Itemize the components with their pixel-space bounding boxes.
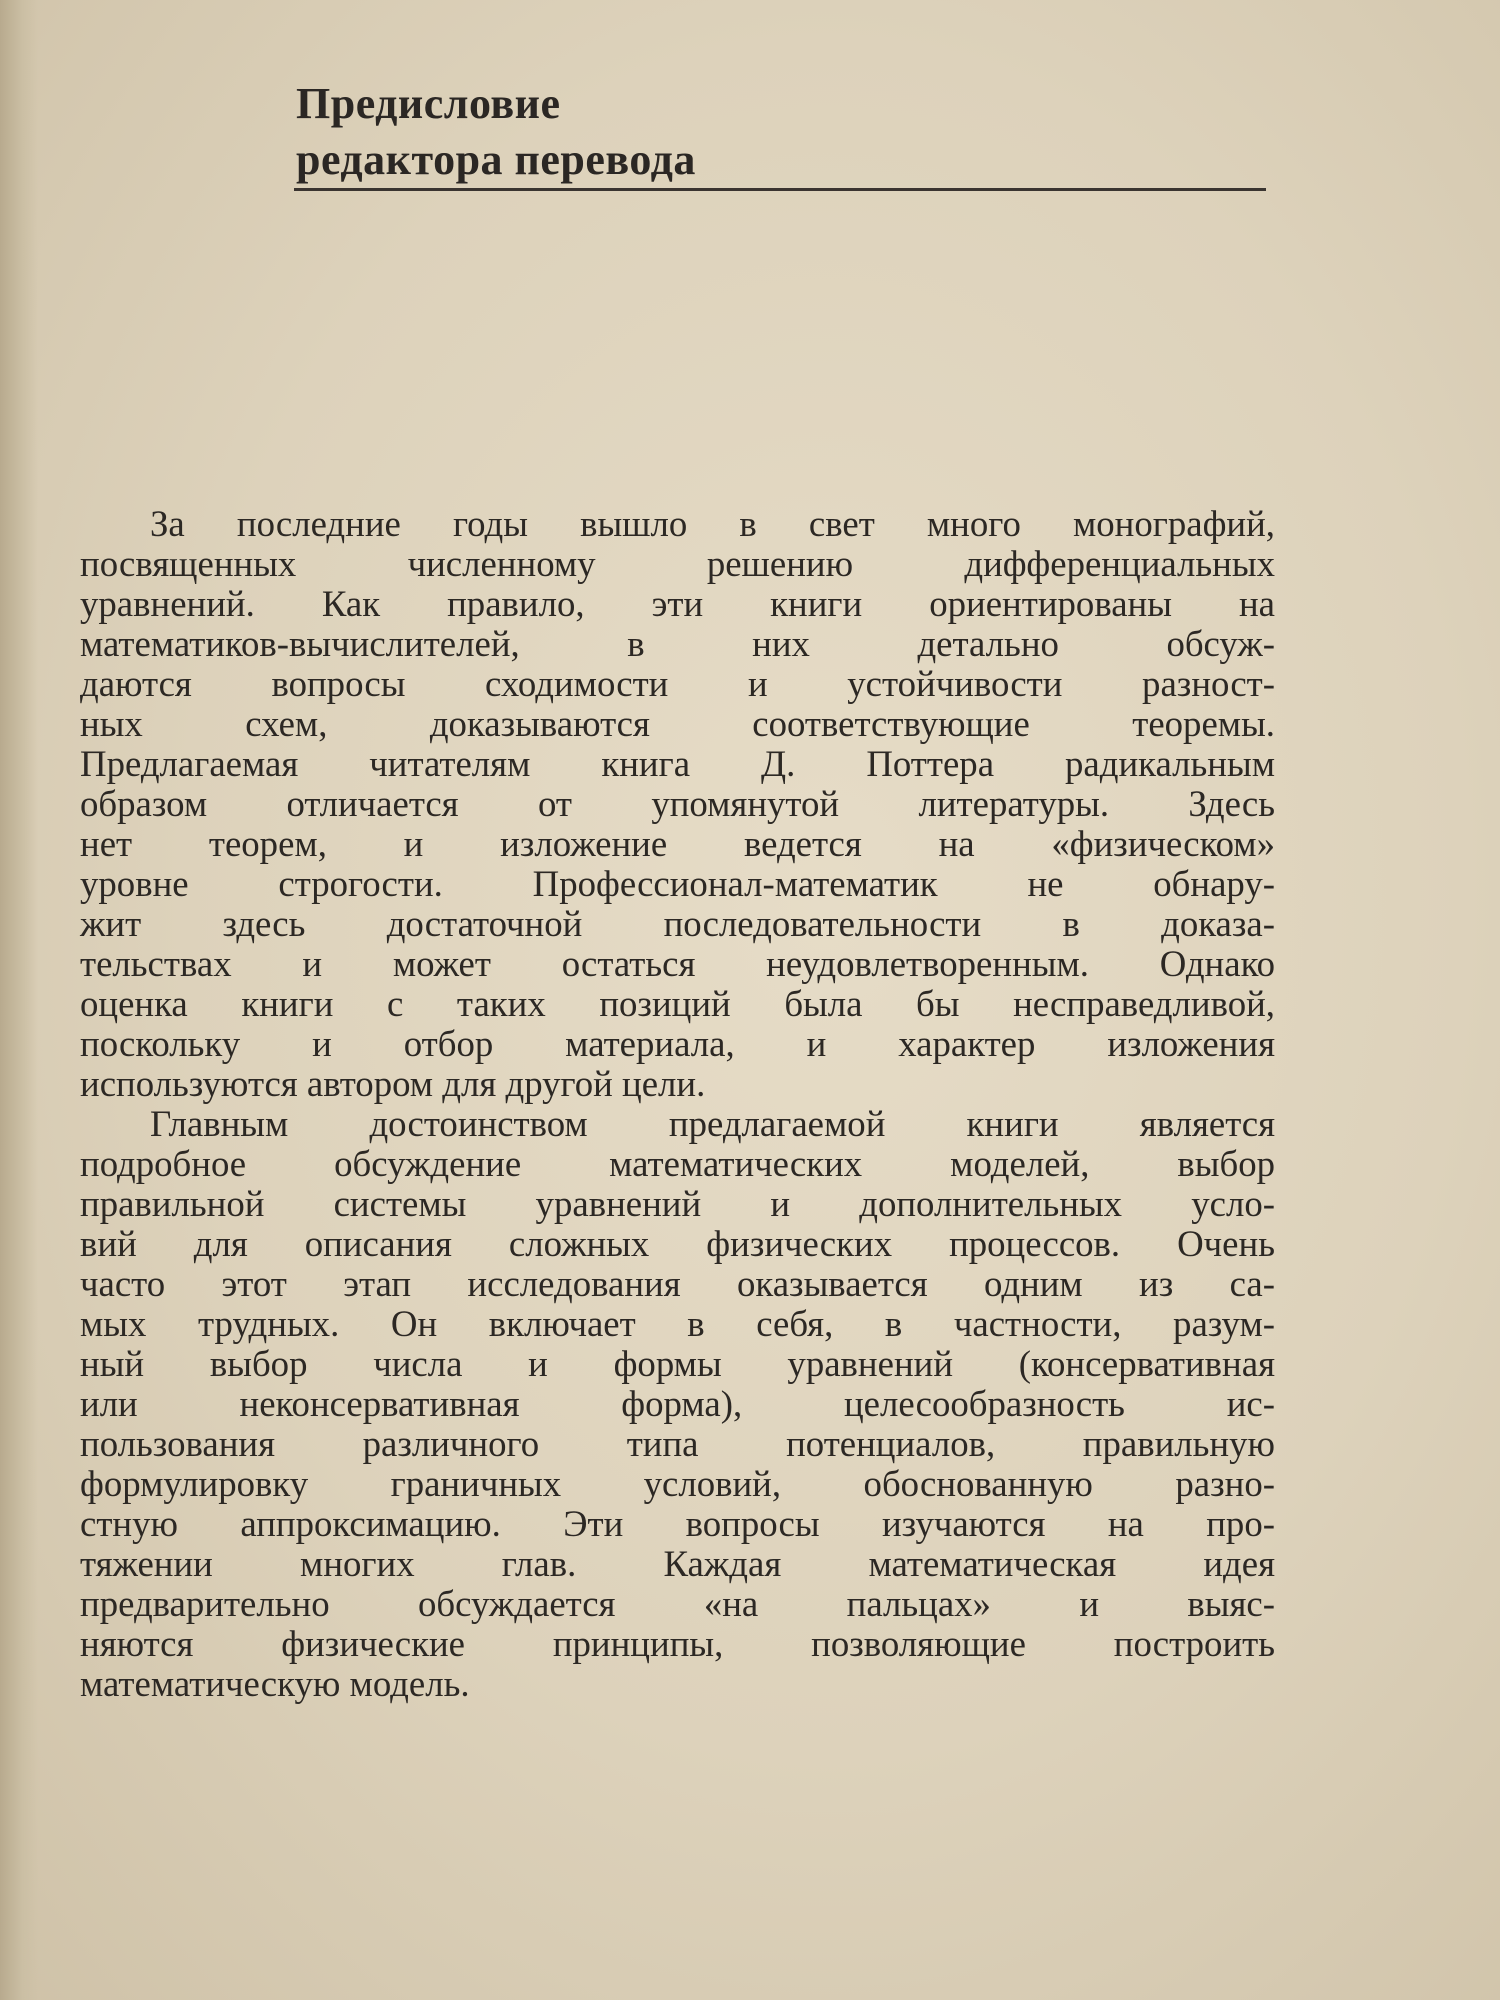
heading-line-1: Предисловие bbox=[296, 79, 561, 128]
text-line: уровне строгости. Профессионал-математик не обнару- bbox=[80, 863, 1275, 904]
text-line: или неконсервативная форма), целесообразность ис- bbox=[80, 1383, 1275, 1424]
text-line: используются автором для другой цели. bbox=[80, 1063, 706, 1104]
body-text bbox=[80, 504, 1275, 1704]
text-line: уравнений. Как правило, эти книги ориентированы на bbox=[80, 583, 1275, 624]
text-line: предварительно обсуждается «на пальцах» и выяс- bbox=[80, 1583, 1275, 1624]
text-line: даются вопросы сходимости и устойчивости разност- bbox=[80, 663, 1275, 704]
text-line: мых трудных. Он включает в себя, в частности, разум- bbox=[80, 1303, 1275, 1344]
text-line: Главным достоинством предлагаемой книги является bbox=[150, 1103, 1275, 1144]
text-line: стную аппроксимацию. Эти вопросы изучаются на про- bbox=[80, 1503, 1275, 1544]
text-line: пользования различного типа потенциалов, правильную bbox=[80, 1423, 1275, 1464]
text-line: оценка книги с таких позиций была бы несправедливой, bbox=[80, 983, 1275, 1024]
text-line: жит здесь достаточной последовательности в доказа- bbox=[80, 903, 1275, 944]
paragraph-2 bbox=[80, 1104, 1275, 1704]
text-line: няются физические принципы, позволяющие построить bbox=[80, 1623, 1275, 1664]
text-line: Предлагаемая читателям книга Д. Поттера радикальным bbox=[80, 743, 1275, 784]
paragraph-1 bbox=[80, 504, 1275, 1104]
text-line: часто этот этап исследования оказывается одним из са- bbox=[80, 1263, 1275, 1304]
text-line: посвященных численному решению дифференциальных bbox=[80, 543, 1275, 584]
text-line: правильной системы уравнений и дополнительных усло- bbox=[80, 1183, 1275, 1224]
text-line: образом отличается от упомянутой литературы. Здесь bbox=[80, 783, 1275, 824]
text-line: поскольку и отбор материала, и характер изложения bbox=[80, 1023, 1275, 1064]
text-line: тяжении многих глав. Каждая математическая идея bbox=[80, 1543, 1275, 1584]
text-line: подробное обсуждение математических моделей, выбор bbox=[80, 1143, 1275, 1184]
text-line: ный выбор числа и формы уравнений (консервативная bbox=[80, 1343, 1275, 1384]
text-line: вий для описания сложных физических процессов. Очень bbox=[80, 1223, 1275, 1264]
heading-line-2: редактора перевода bbox=[296, 135, 696, 184]
heading-rule bbox=[294, 188, 1266, 191]
text-line: За последние годы вышло в свет много монографий, bbox=[150, 503, 1275, 544]
page-edge bbox=[0, 0, 38, 2000]
chapter-heading bbox=[296, 76, 696, 188]
text-line: ных схем, доказываются соответствующие теоремы. bbox=[80, 703, 1275, 744]
text-line: математиков-вычислителей, в них детально обсуж- bbox=[80, 623, 1275, 664]
text-line: формулировку граничных условий, обоснованную разно- bbox=[80, 1463, 1275, 1504]
text-line: тельствах и может остаться неудовлетворенным. Однако bbox=[80, 943, 1275, 984]
text-line: математическую модель. bbox=[80, 1663, 470, 1704]
text-line: нет теорем, и изложение ведется на «физическом» bbox=[80, 823, 1275, 864]
